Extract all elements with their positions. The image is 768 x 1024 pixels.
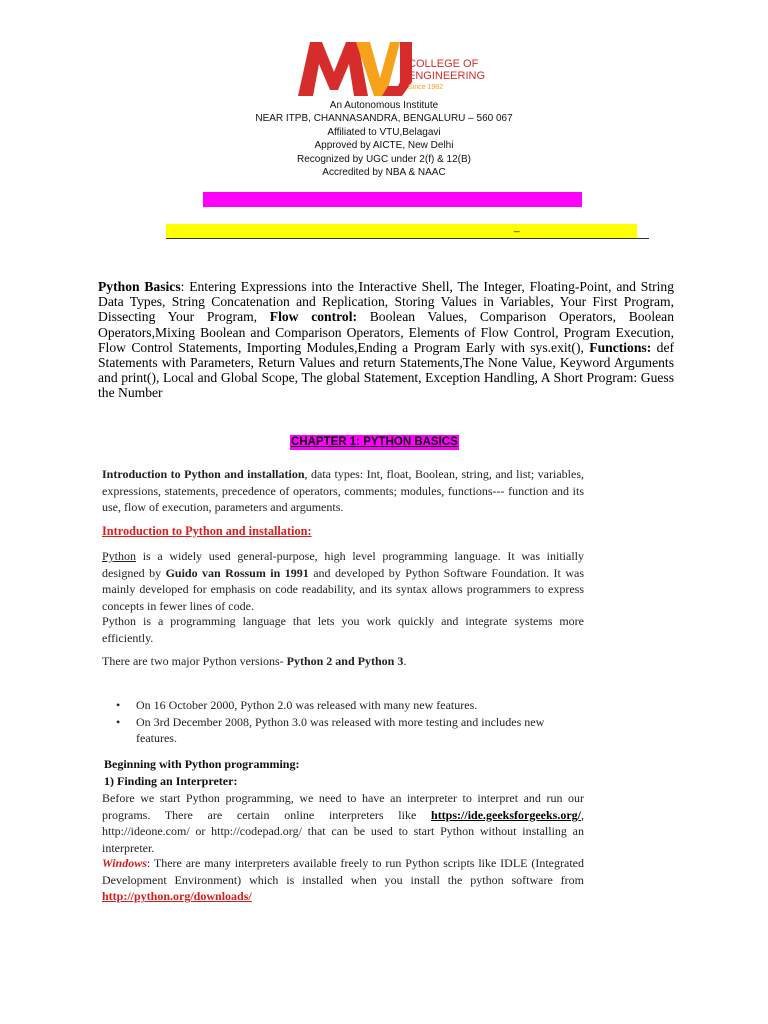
release-list [116,697,586,747]
institute-info [0,99,768,179]
list-item: • On 16 October 2000, Python 2.0 was released with many new features. [116,697,586,714]
geeksforgeeks-link[interactable]: https://ide.geeksforgeeks.org/ [431,807,581,822]
section-heading: Introduction to Python and installation: [102,524,312,538]
institute-line: Approved by AICTE, New Delhi [314,140,454,152]
mvj-logo-icon [296,38,421,98]
chapter-title: CHAPTER 1: PYTHON BASICS [291,436,458,448]
python-word: Python [102,549,137,563]
text-run: . [403,654,407,668]
list-item: • On 3rd December 2008, Python 3.0 was released with more testing and includes new features. [116,714,586,747]
text-run: Before we start Python programming, we need to have an interpreter to interpret and run our programs. There are certain online interpreters like [102,791,584,822]
institute-line: NEAR ITPB, CHANNASANDRA, BENGALURU – 560 067 [255,113,513,125]
syllabus-text: : Entering Expressions into the Interactive Shell, The Integer, Floating-Point, and String Data Types, String Concatenation and Replication, Storing Values in Variables, Your First Program, Dissecting Your Program, [98,279,674,325]
text-run: is a widely used general-purpose, high level programming language. It was initially designed by [102,549,584,580]
python-summary: Python is a programming language that lets you work quickly and integrate systems more efficiently. [102,614,584,645]
intro-paragraph [102,466,584,516]
yellow-bar-underline [166,238,649,239]
text-run: There are two major Python versions- [102,654,287,668]
creator-name: Guido van Rossum in 1991 [165,565,309,580]
college-logo [296,38,496,100]
college-name: COLLEGE OF ENGINEERING [408,58,486,82]
text-run: and developed by Python Software Foundation. It was mainly developed for emphasis on code readability, and its syntax allows programmers to express concepts in fewer lines of code. [102,565,584,613]
section-heading: Beginning with Python programming: [104,757,300,771]
text-run: : There are many interpreters available freely to run Python scripts like IDLE (Integrated Development Environment) which is installed when you install the python software from [102,856,584,887]
python-downloads-link[interactable]: http://python.org/downloads/ [102,889,252,904]
syllabus-paragraph [98,279,674,401]
windows-label: Windows [102,856,147,870]
magenta-highlight-bar [203,192,582,207]
yellow-highlight-bar [166,224,637,238]
versions-line [102,653,584,670]
intro-term: Introduction to Python and installation [102,467,305,481]
institute-line: An Autonomous Institute [329,100,439,111]
windows-paragraph [102,855,584,905]
text-run: , http://ideone.com/ or http://codepad.org/ that can be used to start Python without installing an interpreter. [102,807,584,855]
interpreter-paragraph [102,790,584,856]
beginning-section [104,756,586,789]
python-description [102,548,584,614]
syllabus-text: def Statements with Parameters, Return Values and return Statements,The None Value, Keyword Arguments and print(), Local and Global Scope, The global Statement, Exception Handling, A Short Program: Guess the Number [98,339,674,401]
syllabus-text: Boolean Values, Comparison Operators, Boolean Operators,Mixing Boolean and Comparison Operators, Elements of Flow Control, Program Execution, Flow Control Statements, Importing Modules,Ending a Program Early with sys.exit(), [98,309,674,355]
institute-line: Affiliated to VTU,Belagavi [327,126,441,138]
since-label: Since 1982 [408,84,444,91]
institute-line: Recognized by UGC under 2(f) & 12(B) [297,153,471,165]
syllabus-term: Flow control: [269,309,358,325]
institute-line: Accredited by NBA & NAAC [322,167,446,179]
versions-names: Python 2 and Python 3 [286,654,404,668]
subsection-heading: 1) Finding an Interpreter: [104,773,238,788]
intro-text: , data types: Int, float, Boolean, string, and list; variables, expressions, statements, precedence of operators, comments; modules, functions--- function and its use, flow of execution, parameters and arguments. [102,467,584,515]
syllabus-term: Functions: [589,339,652,355]
yellow-bar-mark: _ [514,222,520,233]
syllabus-term: Python Basics [98,279,181,294]
